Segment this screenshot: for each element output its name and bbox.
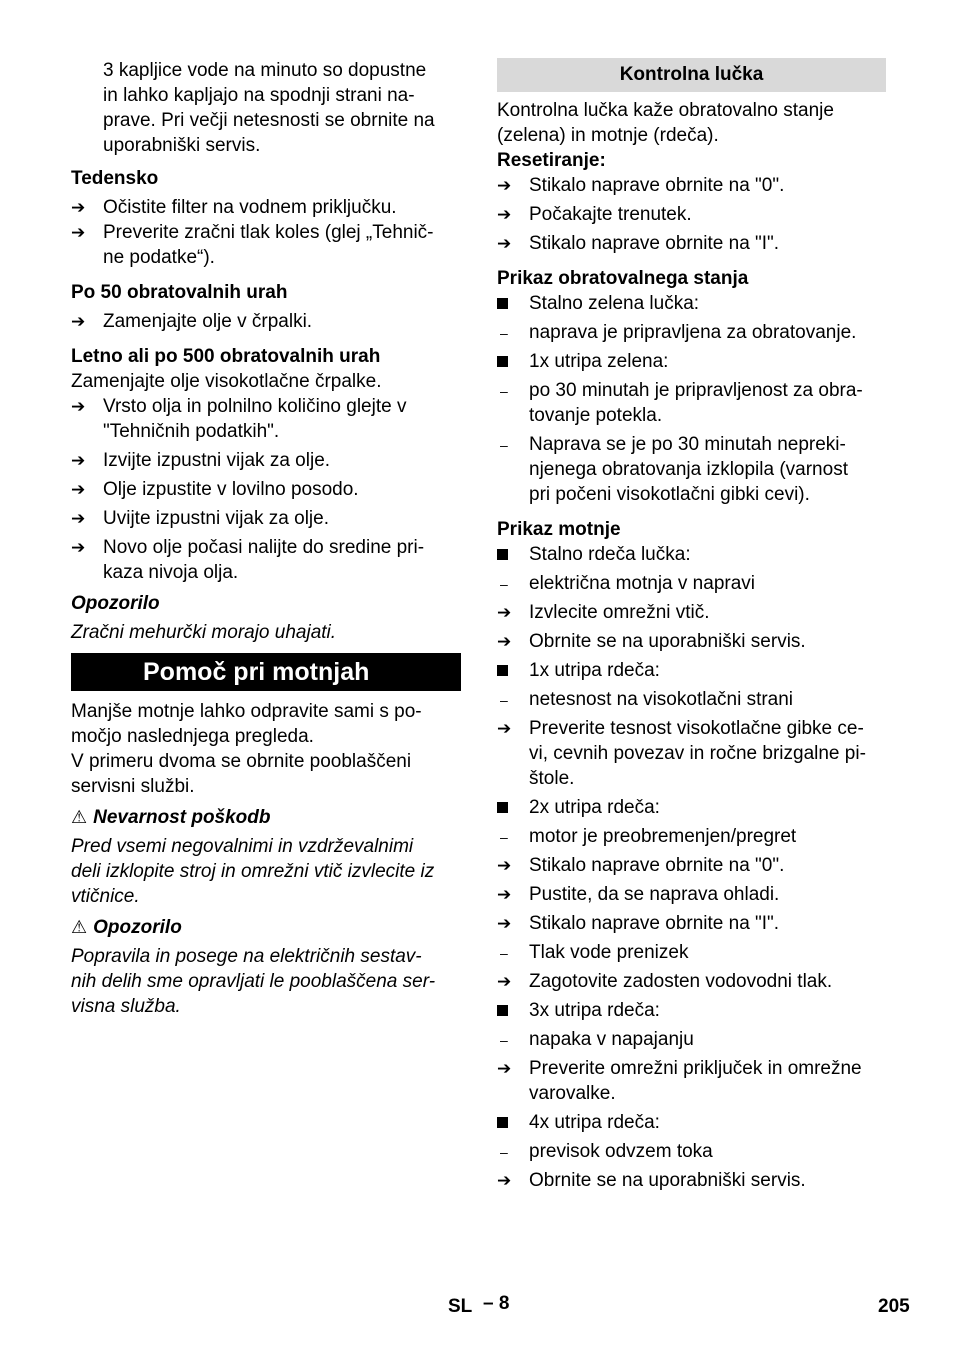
subsection-title: Kontrolna lučka — [619, 64, 764, 85]
arrow-icon: ➔ — [71, 198, 86, 217]
danger-heading: ⚠ Nevarnost poškodb — [71, 807, 271, 828]
subsection-title-bar — [497, 58, 886, 92]
section-intro — [71, 699, 461, 799]
list-item: ➔ Očistite filter na vodnem priključku. — [71, 197, 397, 218]
right-column — [497, 58, 886, 1193]
text-line: (zelena) in motnje (rdeča). — [497, 125, 719, 146]
arrow-icon: ➔ — [497, 914, 512, 933]
intro-paragraph — [71, 58, 461, 158]
arrow-icon: ➔ — [497, 1171, 512, 1190]
list-item: 1x utripa zelena: — [497, 349, 886, 374]
arrow-icon: ➔ — [497, 972, 512, 991]
text-line: servisni službi. — [71, 776, 195, 797]
list-item: – električna motnja v napravi — [497, 571, 886, 596]
left-column — [71, 58, 461, 1019]
page-number: 205 — [878, 1296, 910, 1317]
arrow-icon: ➔ — [497, 1059, 512, 1078]
dash-bullet-icon: – — [500, 325, 508, 341]
text-line: prave. Pri večji netesnosti se obrnite na — [103, 110, 435, 131]
warning-heading: ⚠ Opozorilo — [71, 917, 182, 938]
square-bullet-icon — [497, 802, 508, 813]
square-bullet-icon — [497, 298, 508, 309]
list-item: ➔ Stikalo naprave obrnite na "0". — [497, 855, 785, 876]
warning-text: Popravila in posege na električnih sestav- nih delih sme opravljati le pooblaščena ser- visna služba. — [71, 946, 436, 1017]
list-item: – naprava je pripravljena za obratovanje. — [497, 320, 886, 345]
note-text: Zračni mehurčki morajo uhajati. — [71, 622, 337, 643]
list-item: ➔ Izvijte izpustni vijak za olje. — [71, 450, 331, 471]
list-item: ➔ Vrsto olja in polnilno količino glejte v "Tehničnih podatkih". — [71, 396, 407, 442]
list-item: ➔ Preverite tesnost visokotlačne gibke ce- vi, cevnih povezav in ročne brizgalne pi- štole. — [497, 718, 866, 789]
footer-language: SL — [448, 1296, 473, 1317]
list-item: 4x utripa rdeča: — [497, 1110, 886, 1135]
arrow-icon: ➔ — [71, 509, 86, 528]
square-bullet-icon — [497, 1005, 508, 1016]
footer-section-page: – 8 — [483, 1293, 510, 1314]
text-line: Kontrolna lučka kaže obratovalno stanje — [497, 100, 834, 121]
heading-50-hours: Po 50 obratovalnih urah — [71, 282, 288, 303]
note-heading: Opozorilo — [71, 593, 160, 614]
arrow-icon: ➔ — [497, 632, 512, 651]
list-item: ➔ Počakajte trenutek. — [497, 204, 692, 225]
arrow-icon: ➔ — [71, 397, 86, 416]
fault-display-list — [497, 542, 886, 1193]
arrow-icon: ➔ — [497, 176, 512, 195]
list-item: – previsok odvzem toka — [497, 1139, 886, 1164]
list-item: – motor je preobremenjen/pregret — [497, 824, 886, 849]
list-item: – netesnost na visokotlačni strani — [497, 687, 886, 712]
square-bullet-icon — [497, 1117, 508, 1128]
dash-bullet-icon: – — [500, 437, 508, 453]
text-line: Manjše motnje lahko odpravite sami s po- — [71, 701, 422, 722]
arrow-icon: ➔ — [497, 205, 512, 224]
section-title-bar — [71, 653, 461, 691]
arrow-icon: ➔ — [71, 538, 86, 557]
dash-bullet-icon: – — [500, 383, 508, 399]
heading-weekly: Tedensko — [71, 168, 159, 189]
list-item: ➔ Uvijte izpustni vijak za olje. — [71, 508, 329, 529]
heading-500-hours: Letno ali po 500 obratovalnih urah — [71, 346, 381, 367]
arrow-icon: ➔ — [497, 885, 512, 904]
text-line: V primeru dvoma se obrnite pooblaščeni — [71, 751, 412, 772]
list-item: ➔ Novo olje počasi nalijte do sredine pri- kaza nivoja olja. — [71, 537, 425, 583]
arrow-icon: ➔ — [71, 223, 86, 242]
list-item: ➔ Olje izpustite v lovilno posodo. — [71, 479, 359, 500]
square-bullet-icon — [497, 549, 508, 560]
text-line: močjo naslednjega pregleda. — [71, 726, 314, 747]
list-item: ➔ Zagotovite zadosten vodovodni tlak. — [497, 971, 833, 992]
heading-operating-status: Prikaz obratovalnega stanja — [497, 268, 749, 289]
list-item: – Naprava se je po 30 minutah nepreki- njenega obratovanja izklopila (varnost pri počeni visokotlačni gibki cevi). — [497, 432, 886, 507]
list-item: – napaka v napajanju — [497, 1027, 886, 1052]
list-item: 3x utripa rdeča: — [497, 998, 886, 1023]
dash-bullet-icon: – — [500, 576, 508, 592]
text-line: 3 kapljice vode na minuto so dopustne — [103, 60, 427, 81]
list-item: ➔ Preverite omrežni priključek in omrežne varovalke. — [497, 1058, 862, 1104]
dash-bullet-icon: – — [500, 1032, 508, 1048]
heading-fault-display: Prikaz motnje — [497, 519, 621, 540]
arrow-icon: ➔ — [71, 312, 86, 331]
dash-bullet-icon: – — [500, 692, 508, 708]
text-line: Zamenjajte olje visokotlačne črpalke. — [71, 371, 382, 392]
list-item: ➔ Izvlecite omrežni vtič. — [497, 602, 710, 623]
list-item: 1x utripa rdeča: — [497, 658, 886, 683]
square-bullet-icon — [497, 356, 508, 367]
list-item: – Tlak vode prenizek — [497, 940, 886, 965]
text-line: in lahko kapljajo na spodnji strani na- — [103, 85, 415, 106]
list-item: ➔ Obrnite se na uporabniški servis. — [497, 1170, 806, 1191]
list-item: – po 30 minutah je pripravljenost za obra- tovanje potekla. — [497, 378, 886, 428]
list-item: ➔ Zamenjajte olje v črpalki. — [71, 311, 313, 332]
dash-bullet-icon: – — [500, 945, 508, 961]
list-item: ➔ Stikalo naprave obrnite na "0". — [497, 175, 785, 196]
heading-reset: Resetiranje: — [497, 150, 606, 171]
list-item: ➔ Preverite zračni tlak koles (glej „Tehnič- ne podatke“). — [71, 222, 434, 268]
operating-status-list — [497, 291, 886, 507]
arrow-icon: ➔ — [497, 856, 512, 875]
warning-triangle-icon: ⚠ — [71, 917, 88, 937]
arrow-icon: ➔ — [71, 480, 86, 499]
text-line: uporabniški servis. — [103, 135, 261, 156]
arrow-icon: ➔ — [497, 234, 512, 253]
list-item: ➔ Obrnite se na uporabniški servis. — [497, 631, 806, 652]
list-item: ➔ Stikalo naprave obrnite na "I". — [497, 913, 780, 934]
square-bullet-icon — [497, 665, 508, 676]
arrow-icon: ➔ — [497, 719, 512, 738]
dash-bullet-icon: – — [500, 1144, 508, 1160]
section-title: Pomoč pri motnjah — [143, 658, 370, 686]
dash-bullet-icon: – — [500, 829, 508, 845]
arrow-icon: ➔ — [497, 603, 512, 622]
list-item: 2x utripa rdeča: — [497, 795, 886, 820]
arrow-icon: ➔ — [71, 451, 86, 470]
list-item: Stalno rdeča lučka: — [497, 542, 886, 567]
danger-text: Pred vsemi negovalnimi in vzdrževalnimi deli izklopite stroj in omrežni vtič izvlecite iz vtičnice. — [71, 836, 435, 907]
warning-triangle-icon: ⚠ — [71, 807, 88, 827]
list-item: ➔ Stikalo naprave obrnite na "I". — [497, 233, 780, 254]
list-item: Stalno zelena lučka: — [497, 291, 886, 316]
list-item: ➔ Pustite, da se naprava ohladi. — [497, 884, 780, 905]
